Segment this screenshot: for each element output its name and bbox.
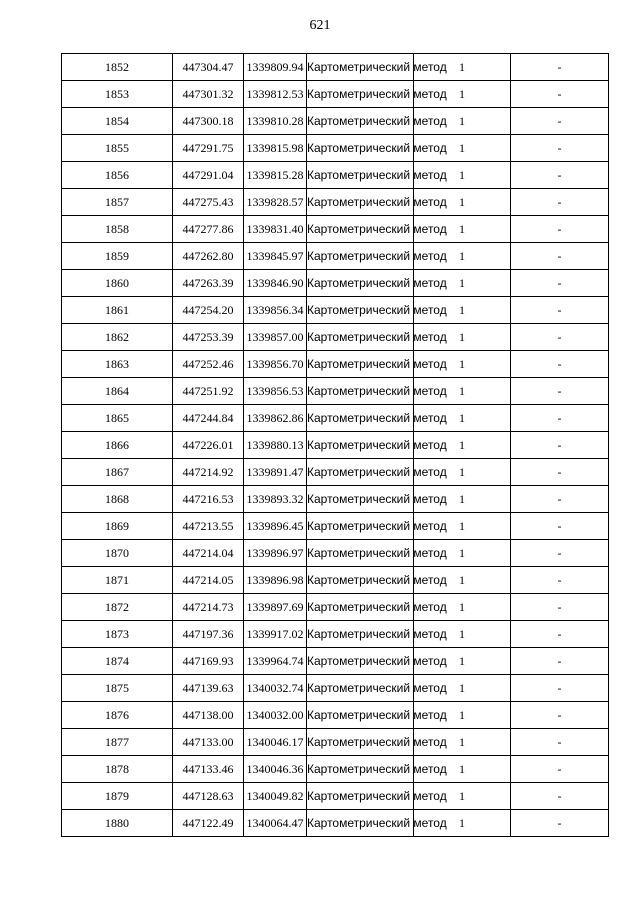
point-number-cell: 1860: [62, 270, 173, 297]
method-cell: Картометрический метод: [307, 324, 414, 351]
y-coordinate-cell: 1339896.97: [244, 540, 307, 567]
method-cell: Картометрический метод: [307, 783, 414, 810]
table-row: [62, 567, 609, 594]
table-row: [62, 486, 609, 513]
method-cell: Картометрический метод: [307, 675, 414, 702]
y-coordinate-cell: 1339857.00: [244, 324, 307, 351]
accuracy-cell: 1: [414, 108, 511, 135]
point-number-cell: 1872: [62, 594, 173, 621]
method-cell: Картометрический метод: [307, 108, 414, 135]
point-number-cell: 1869: [62, 513, 173, 540]
table-row: [62, 810, 609, 837]
accuracy-cell: 1: [414, 621, 511, 648]
method-cell: Картометрический метод: [307, 648, 414, 675]
accuracy-cell: 1: [414, 648, 511, 675]
y-coordinate-cell: 1339893.32: [244, 486, 307, 513]
x-coordinate-cell: 447216.53: [173, 486, 244, 513]
description-cell: -: [511, 351, 609, 378]
table-row: [62, 621, 609, 648]
table-row: [62, 216, 609, 243]
point-number-cell: 1852: [62, 54, 173, 81]
x-coordinate-cell: 447214.05: [173, 567, 244, 594]
method-cell: Картометрический метод: [307, 189, 414, 216]
method-cell: Картометрический метод: [307, 351, 414, 378]
point-number-cell: 1855: [62, 135, 173, 162]
description-cell: -: [511, 702, 609, 729]
description-cell: -: [511, 243, 609, 270]
accuracy-cell: 1: [414, 513, 511, 540]
method-cell: Картометрический метод: [307, 270, 414, 297]
x-coordinate-cell: 447252.46: [173, 351, 244, 378]
y-coordinate-cell: 1339856.70: [244, 351, 307, 378]
x-coordinate-cell: 447128.63: [173, 783, 244, 810]
accuracy-cell: 1: [414, 351, 511, 378]
table-row: [62, 351, 609, 378]
description-cell: -: [511, 459, 609, 486]
x-coordinate-cell: 447214.73: [173, 594, 244, 621]
y-coordinate-cell: 1339809.94: [244, 54, 307, 81]
accuracy-cell: 1: [414, 729, 511, 756]
accuracy-cell: 1: [414, 594, 511, 621]
y-coordinate-cell: 1339846.90: [244, 270, 307, 297]
description-cell: -: [511, 567, 609, 594]
point-number-cell: 1858: [62, 216, 173, 243]
accuracy-cell: 1: [414, 81, 511, 108]
y-coordinate-cell: 1340064.47: [244, 810, 307, 837]
accuracy-cell: 1: [414, 243, 511, 270]
y-coordinate-cell: 1339896.45: [244, 513, 307, 540]
description-cell: -: [511, 783, 609, 810]
y-coordinate-cell: 1339815.28: [244, 162, 307, 189]
method-cell: Картометрический метод: [307, 702, 414, 729]
y-coordinate-cell: 1340046.36: [244, 756, 307, 783]
description-cell: -: [511, 594, 609, 621]
description-cell: -: [511, 432, 609, 459]
point-number-cell: 1871: [62, 567, 173, 594]
method-cell: Картометрический метод: [307, 135, 414, 162]
accuracy-cell: 1: [414, 54, 511, 81]
y-coordinate-cell: 1339964.74: [244, 648, 307, 675]
point-number-cell: 1867: [62, 459, 173, 486]
method-cell: Картометрический метод: [307, 432, 414, 459]
table-row: [62, 729, 609, 756]
description-cell: -: [511, 486, 609, 513]
table-row: [62, 648, 609, 675]
y-coordinate-cell: 1339828.57: [244, 189, 307, 216]
point-number-cell: 1862: [62, 324, 173, 351]
method-cell: Картометрический метод: [307, 459, 414, 486]
table-row: [62, 243, 609, 270]
description-cell: -: [511, 540, 609, 567]
description-cell: -: [511, 135, 609, 162]
coordinates-table: [61, 53, 609, 837]
table-row: [62, 513, 609, 540]
y-coordinate-cell: 1339845.97: [244, 243, 307, 270]
description-cell: -: [511, 810, 609, 837]
x-coordinate-cell: 447244.84: [173, 405, 244, 432]
x-coordinate-cell: 447197.36: [173, 621, 244, 648]
description-cell: -: [511, 216, 609, 243]
method-cell: Картометрический метод: [307, 297, 414, 324]
accuracy-cell: 1: [414, 567, 511, 594]
table-row: [62, 270, 609, 297]
accuracy-cell: 1: [414, 378, 511, 405]
x-coordinate-cell: 447169.93: [173, 648, 244, 675]
x-coordinate-cell: 447133.00: [173, 729, 244, 756]
page-number: 621: [309, 18, 331, 33]
point-number-cell: 1878: [62, 756, 173, 783]
x-coordinate-cell: 447253.39: [173, 324, 244, 351]
accuracy-cell: 1: [414, 702, 511, 729]
x-coordinate-cell: 447304.47: [173, 54, 244, 81]
table-row: [62, 405, 609, 432]
table-row: [62, 594, 609, 621]
table-row: [62, 675, 609, 702]
description-cell: -: [511, 54, 609, 81]
point-number-cell: 1877: [62, 729, 173, 756]
description-cell: -: [511, 729, 609, 756]
y-coordinate-cell: 1340046.17: [244, 729, 307, 756]
table-row: [62, 378, 609, 405]
x-coordinate-cell: 447133.46: [173, 756, 244, 783]
point-number-cell: 1865: [62, 405, 173, 432]
method-cell: Картометрический метод: [307, 594, 414, 621]
description-cell: -: [511, 648, 609, 675]
method-cell: Картометрический метод: [307, 162, 414, 189]
x-coordinate-cell: 447214.04: [173, 540, 244, 567]
point-number-cell: 1864: [62, 378, 173, 405]
description-cell: -: [511, 81, 609, 108]
x-coordinate-cell: 447226.01: [173, 432, 244, 459]
table-row: [62, 81, 609, 108]
table-row: [62, 540, 609, 567]
description-cell: -: [511, 297, 609, 324]
method-cell: Картометрический метод: [307, 405, 414, 432]
point-number-cell: 1875: [62, 675, 173, 702]
y-coordinate-cell: 1339810.28: [244, 108, 307, 135]
description-cell: -: [511, 189, 609, 216]
x-coordinate-cell: 447251.92: [173, 378, 244, 405]
description-cell: -: [511, 513, 609, 540]
accuracy-cell: 1: [414, 216, 511, 243]
x-coordinate-cell: 447263.39: [173, 270, 244, 297]
point-number-cell: 1874: [62, 648, 173, 675]
method-cell: Картометрический метод: [307, 81, 414, 108]
method-cell: Картометрический метод: [307, 756, 414, 783]
description-cell: -: [511, 324, 609, 351]
accuracy-cell: 1: [414, 189, 511, 216]
accuracy-cell: 1: [414, 297, 511, 324]
y-coordinate-cell: 1339897.69: [244, 594, 307, 621]
x-coordinate-cell: 447213.55: [173, 513, 244, 540]
y-coordinate-cell: 1340032.00: [244, 702, 307, 729]
method-cell: Картометрический метод: [307, 567, 414, 594]
accuracy-cell: 1: [414, 135, 511, 162]
x-coordinate-cell: 447291.75: [173, 135, 244, 162]
method-cell: Картометрический метод: [307, 378, 414, 405]
method-cell: Картометрический метод: [307, 54, 414, 81]
table-row: [62, 459, 609, 486]
table-row: [62, 702, 609, 729]
point-number-cell: 1873: [62, 621, 173, 648]
y-coordinate-cell: 1339891.47: [244, 459, 307, 486]
point-number-cell: 1854: [62, 108, 173, 135]
x-coordinate-cell: 447139.63: [173, 675, 244, 702]
accuracy-cell: 1: [414, 432, 511, 459]
accuracy-cell: 1: [414, 270, 511, 297]
table-row: [62, 324, 609, 351]
accuracy-cell: 1: [414, 324, 511, 351]
point-number-cell: 1866: [62, 432, 173, 459]
point-number-cell: 1853: [62, 81, 173, 108]
table-row: [62, 756, 609, 783]
point-number-cell: 1879: [62, 783, 173, 810]
x-coordinate-cell: 447254.20: [173, 297, 244, 324]
x-coordinate-cell: 447122.49: [173, 810, 244, 837]
table-row: [62, 54, 609, 81]
table-row: [62, 162, 609, 189]
point-number-cell: 1880: [62, 810, 173, 837]
x-coordinate-cell: 447138.00: [173, 702, 244, 729]
x-coordinate-cell: 447291.04: [173, 162, 244, 189]
y-coordinate-cell: 1340049.82: [244, 783, 307, 810]
description-cell: -: [511, 270, 609, 297]
description-cell: -: [511, 162, 609, 189]
table-row: [62, 108, 609, 135]
table-row: [62, 432, 609, 459]
accuracy-cell: 1: [414, 162, 511, 189]
table-row: [62, 189, 609, 216]
point-number-cell: 1863: [62, 351, 173, 378]
accuracy-cell: 1: [414, 783, 511, 810]
coordinates-table-body: [62, 54, 609, 837]
point-number-cell: 1861: [62, 297, 173, 324]
table-row: [62, 135, 609, 162]
y-coordinate-cell: 1339815.98: [244, 135, 307, 162]
x-coordinate-cell: 447214.92: [173, 459, 244, 486]
method-cell: Картометрический метод: [307, 243, 414, 270]
method-cell: Картометрический метод: [307, 216, 414, 243]
point-number-cell: 1870: [62, 540, 173, 567]
accuracy-cell: 1: [414, 675, 511, 702]
method-cell: Картометрический метод: [307, 513, 414, 540]
accuracy-cell: 1: [414, 486, 511, 513]
y-coordinate-cell: 1339917.02: [244, 621, 307, 648]
accuracy-cell: 1: [414, 810, 511, 837]
accuracy-cell: 1: [414, 756, 511, 783]
y-coordinate-cell: 1339880.13: [244, 432, 307, 459]
description-cell: -: [511, 405, 609, 432]
x-coordinate-cell: 447300.18: [173, 108, 244, 135]
table-row: [62, 783, 609, 810]
accuracy-cell: 1: [414, 540, 511, 567]
description-cell: -: [511, 621, 609, 648]
method-cell: Картометрический метод: [307, 540, 414, 567]
method-cell: Картометрический метод: [307, 810, 414, 837]
x-coordinate-cell: 447301.32: [173, 81, 244, 108]
description-cell: -: [511, 675, 609, 702]
y-coordinate-cell: 1339812.53: [244, 81, 307, 108]
point-number-cell: 1876: [62, 702, 173, 729]
accuracy-cell: 1: [414, 459, 511, 486]
point-number-cell: 1859: [62, 243, 173, 270]
description-cell: -: [511, 378, 609, 405]
point-number-cell: 1857: [62, 189, 173, 216]
y-coordinate-cell: 1339856.34: [244, 297, 307, 324]
x-coordinate-cell: 447262.80: [173, 243, 244, 270]
method-cell: Картометрический метод: [307, 621, 414, 648]
method-cell: Картометрический метод: [307, 486, 414, 513]
table-row: [62, 297, 609, 324]
description-cell: -: [511, 108, 609, 135]
point-number-cell: 1856: [62, 162, 173, 189]
accuracy-cell: 1: [414, 405, 511, 432]
y-coordinate-cell: 1339831.40: [244, 216, 307, 243]
x-coordinate-cell: 447277.86: [173, 216, 244, 243]
y-coordinate-cell: 1340032.74: [244, 675, 307, 702]
point-number-cell: 1868: [62, 486, 173, 513]
x-coordinate-cell: 447275.43: [173, 189, 244, 216]
description-cell: -: [511, 756, 609, 783]
y-coordinate-cell: 1339896.98: [244, 567, 307, 594]
y-coordinate-cell: 1339856.53: [244, 378, 307, 405]
method-cell: Картометрический метод: [307, 729, 414, 756]
y-coordinate-cell: 1339862.86: [244, 405, 307, 432]
